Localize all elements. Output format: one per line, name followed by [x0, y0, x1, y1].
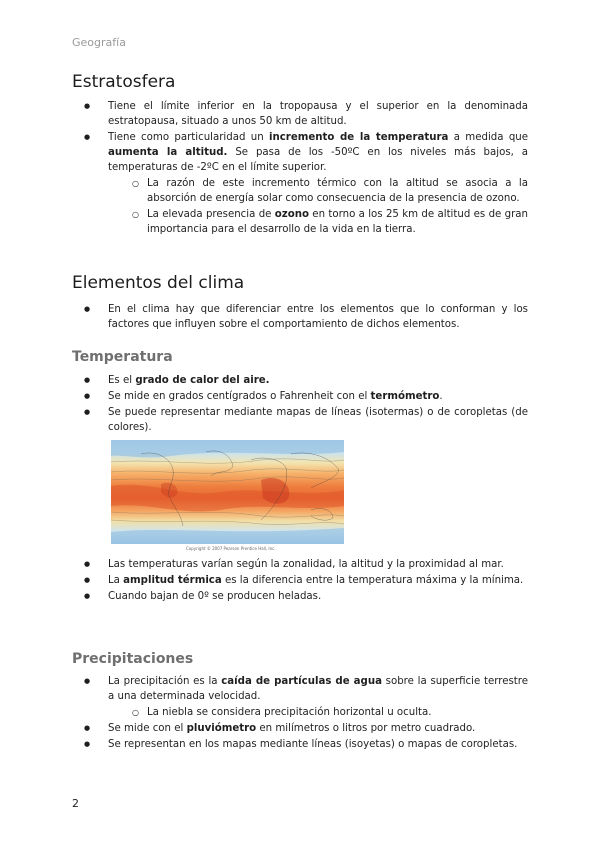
list-item: ● Se mide con el pluviómetro en milímetros o litros por metro cuadrado.: [84, 721, 528, 736]
list-item: ● Tiene como particularidad un incremento de la temperatura a medida que aumenta la altitud. Se pasa de los -50ºC en los niveles más bajos, a temperaturas de -2ºC en el límite superior.: [84, 130, 528, 175]
sub-list-item: ○ La razón de este incremento térmico con la altitud se asocia a la absorción de energía solar como consecuencia de la presencia de ozono.: [132, 176, 528, 206]
list-item: ● La precipitación es la caída de partículas de agua sobre la superficie terrestre a una determinada velocidad.: [84, 674, 528, 704]
list-item: ● En el clima hay que diferenciar entre los elementos que lo conforman y los factores que influyen sobre el comportamiento de dichos elementos.: [84, 302, 528, 332]
list-item: ● Se mide en grados centígrados o Fahrenheit con el termómetro.: [84, 389, 528, 404]
elementos-list: [84, 302, 528, 333]
isotherm-world-map: [111, 440, 344, 544]
section-title-temperatura: Temperatura: [72, 349, 173, 365]
estratosfera-list: [84, 99, 528, 238]
precipitaciones-list: [84, 674, 528, 753]
page-header: Geografía: [72, 36, 126, 49]
section-title-precipitaciones: Precipitaciones: [72, 651, 194, 667]
list-item: ● Se representan en los mapas mediante líneas (isoyetas) o mapas de coropletas.: [84, 737, 528, 752]
map-copyright: Copyright © 2007 Pearson Prentice Hall, Inc.: [186, 546, 276, 551]
section-title-elementos: Elementos del clima: [72, 273, 245, 293]
page-number: 2: [72, 797, 79, 810]
list-item: ● Se puede representar mediante mapas de líneas (isotermas) o de coropletas (de colores).: [84, 405, 528, 435]
temperatura-list-2: [84, 557, 528, 605]
sub-list-item: ○ La elevada presencia de ozono en torno a los 25 km de altitud es de gran importancia para el desarrollo de la vida en la tierra.: [132, 207, 528, 237]
list-item: ● Es el grado de calor del aire.: [84, 373, 528, 388]
list-item: ● La amplitud térmica es la diferencia entre la temperatura máxima y la mínima.: [84, 573, 528, 588]
list-item: ● Tiene el límite inferior en la tropopausa y el superior en la denominada estratopausa, situado a unos 50 km de altitud.: [84, 99, 528, 129]
list-item: ● Las temperaturas varían según la zonalidad, la altitud y la proximidad al mar.: [84, 557, 528, 572]
section-title-estratosfera: Estratosfera: [72, 72, 176, 92]
sub-list-item: ○ La niebla se considera precipitación horizontal u oculta.: [132, 705, 528, 720]
temperatura-list-1: [84, 373, 528, 436]
list-item: ● Cuando bajan de 0º se producen heladas.: [84, 589, 528, 604]
